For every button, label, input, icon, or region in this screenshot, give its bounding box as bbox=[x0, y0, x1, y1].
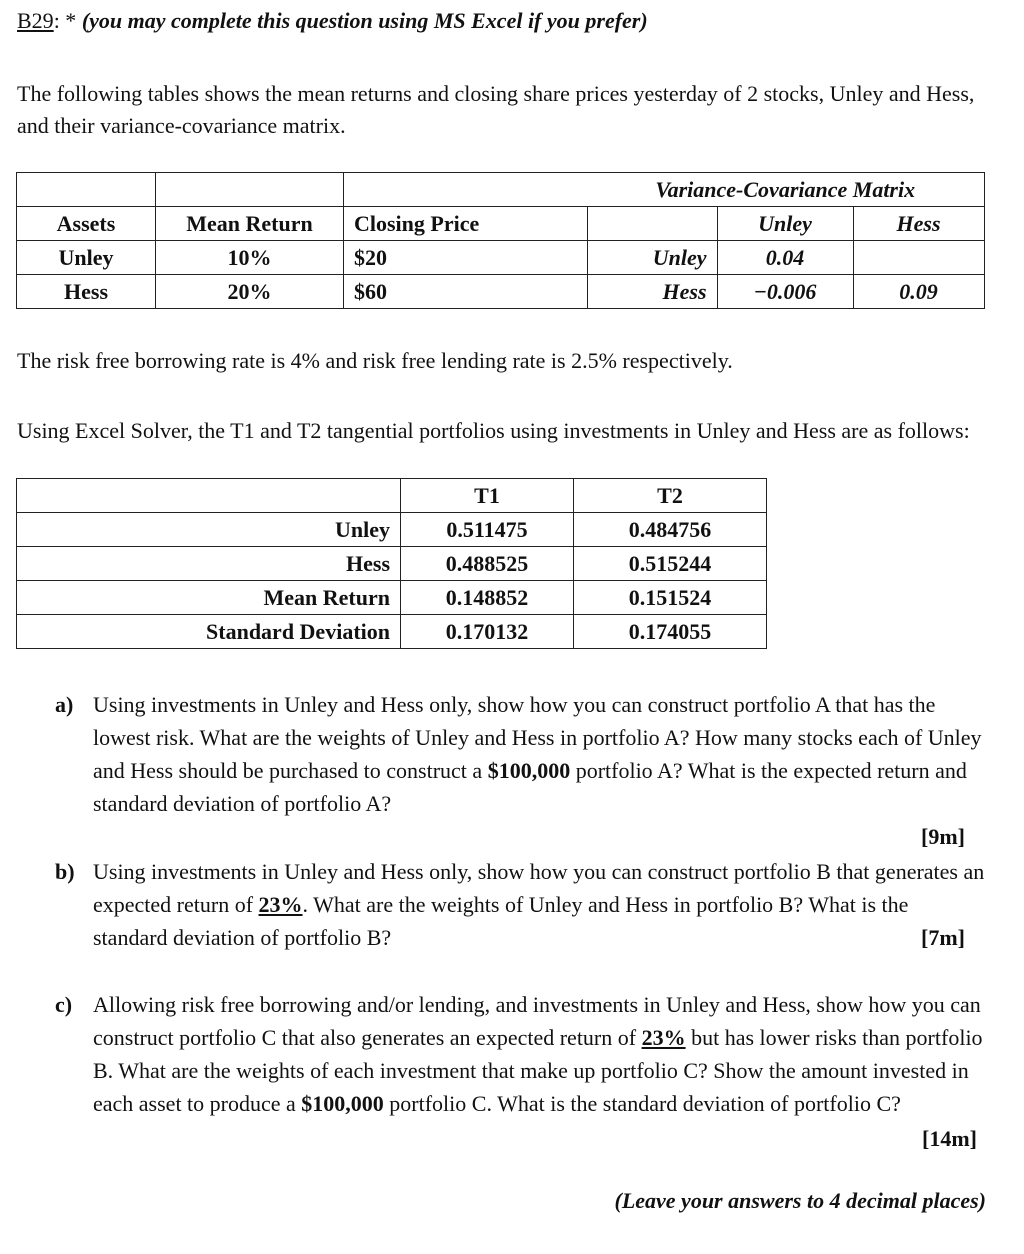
excel-note: (you may complete this question using MS Excel if you prefer) bbox=[81, 8, 648, 33]
empty-cell bbox=[17, 479, 401, 513]
question-c-amount: $100,000 bbox=[301, 1091, 384, 1116]
table-row bbox=[17, 581, 767, 615]
table-row bbox=[17, 547, 767, 581]
row-label: Standard Deviation bbox=[17, 615, 401, 649]
t1-cell: 0.488525 bbox=[401, 547, 574, 581]
intro-text: The following tables shows the mean returns and closing share prices yesterday of 2 stocks, Unley and Hess, and their variance-covariance matrix. bbox=[17, 81, 975, 138]
t2-cell: 0.484756 bbox=[574, 513, 767, 547]
question-b-return: 23% bbox=[258, 892, 303, 917]
question-c-marks: [14m] bbox=[922, 1126, 977, 1151]
row-label: Mean Return bbox=[17, 581, 401, 615]
question-header bbox=[17, 8, 648, 34]
col-header-assets: Assets bbox=[17, 207, 156, 241]
question-a-amount: $100,000 bbox=[487, 758, 571, 783]
closing-price-cell: $60 bbox=[344, 275, 588, 309]
t1-cell: 0.148852 bbox=[401, 581, 574, 615]
col-header-cov-unley: Unley bbox=[717, 207, 853, 241]
question-c-text bbox=[93, 988, 985, 1120]
asset-cell: Unley bbox=[17, 241, 156, 275]
question-c bbox=[55, 988, 985, 1158]
question-b-label: b) bbox=[55, 859, 75, 884]
question-c-part2: but has lower risks than portfolio B. What are the weights of each investment that make up portfolio C? Show the amount invested in each asset to produce a bbox=[93, 1025, 983, 1116]
risk-free-text: The risk free borrowing rate is 4% and risk free lending rate is 2.5% respectively. bbox=[17, 348, 733, 373]
mean-return-cell: 20% bbox=[156, 275, 344, 309]
table-row bbox=[17, 513, 767, 547]
question-c-part3: portfolio C. What is the standard deviation of portfolio C? bbox=[383, 1091, 901, 1116]
table-row bbox=[17, 615, 767, 649]
row-label: Unley bbox=[17, 513, 401, 547]
closing-price-cell: $20 bbox=[344, 241, 588, 275]
empty-cell bbox=[17, 173, 156, 207]
returns-covariance-table bbox=[16, 172, 985, 309]
question-a-text bbox=[93, 688, 985, 820]
t1-cell: 0.170132 bbox=[401, 615, 574, 649]
question-a bbox=[55, 688, 985, 848]
col-header-t2: T2 bbox=[574, 479, 767, 513]
tangential-portfolios-table bbox=[16, 478, 767, 649]
empty-cell bbox=[587, 207, 717, 241]
table-row bbox=[17, 275, 985, 309]
row-label: Hess bbox=[17, 547, 401, 581]
t2-cell: 0.174055 bbox=[574, 615, 767, 649]
matrix-title: Variance-Covariance Matrix bbox=[587, 173, 984, 207]
question-b-text bbox=[93, 855, 985, 954]
cov-unley-cell: −0.006 bbox=[717, 275, 853, 309]
question-c-label: c) bbox=[55, 992, 73, 1017]
mean-return-cell: 10% bbox=[156, 241, 344, 275]
question-a-part2: portfolio A? What is the expected return and standard deviation of portfolio A? bbox=[93, 758, 967, 816]
t1-cell: 0.511475 bbox=[401, 513, 574, 547]
asset-cell: Hess bbox=[17, 275, 156, 309]
col-header-cov-hess: Hess bbox=[853, 207, 984, 241]
question-id: B29 bbox=[17, 8, 54, 33]
matrix-row-label: Hess bbox=[587, 275, 717, 309]
header-separator: : * bbox=[53, 8, 82, 33]
t2-cell: 0.151524 bbox=[574, 581, 767, 615]
question-b-part1: Using investments in Unley and Hess only, show how you can construct portfolio B that generates an expected return of bbox=[93, 859, 985, 917]
question-a-label: a) bbox=[55, 692, 74, 717]
col-header-mean-return: Mean Return bbox=[156, 207, 344, 241]
cov-hess-cell bbox=[853, 241, 984, 275]
question-a-part1: Using investments in Unley and Hess only, show how you can construct portfolio A that has the lowest risk. What are the weights of Unley and Hess in portfolio A? How many stocks each of Unley and Hess should be purchased to construct a bbox=[93, 692, 982, 783]
empty-cell bbox=[344, 173, 588, 207]
question-b bbox=[55, 855, 985, 965]
question-a-marks: [9m] bbox=[921, 824, 965, 849]
matrix-row-label: Unley bbox=[587, 241, 717, 275]
question-b-part2: . What are the weights of Unley and Hess in portfolio B? What is the standard deviation of portfolio B? bbox=[93, 892, 909, 950]
cov-unley-cell: 0.04 bbox=[717, 241, 853, 275]
question-c-part1: Allowing risk free borrowing and/or lending, and investments in Unley and Hess, show how you can construct portfolio C that also generates an expected return of bbox=[93, 992, 981, 1050]
empty-cell bbox=[156, 173, 344, 207]
cov-hess-cell: 0.09 bbox=[853, 275, 984, 309]
solver-text: Using Excel Solver, the T1 and T2 tangential portfolios using investments in Unley and Hess are as follows: bbox=[17, 418, 970, 443]
t2-cell: 0.515244 bbox=[574, 547, 767, 581]
decimal-places-note: (Leave your answers to 4 decimal places) bbox=[614, 1188, 986, 1213]
table-row bbox=[17, 241, 985, 275]
col-header-closing-price: Closing Price bbox=[344, 207, 588, 241]
question-b-marks: [7m] bbox=[921, 925, 965, 950]
question-c-return: 23% bbox=[641, 1025, 686, 1050]
col-header-t1: T1 bbox=[401, 479, 574, 513]
